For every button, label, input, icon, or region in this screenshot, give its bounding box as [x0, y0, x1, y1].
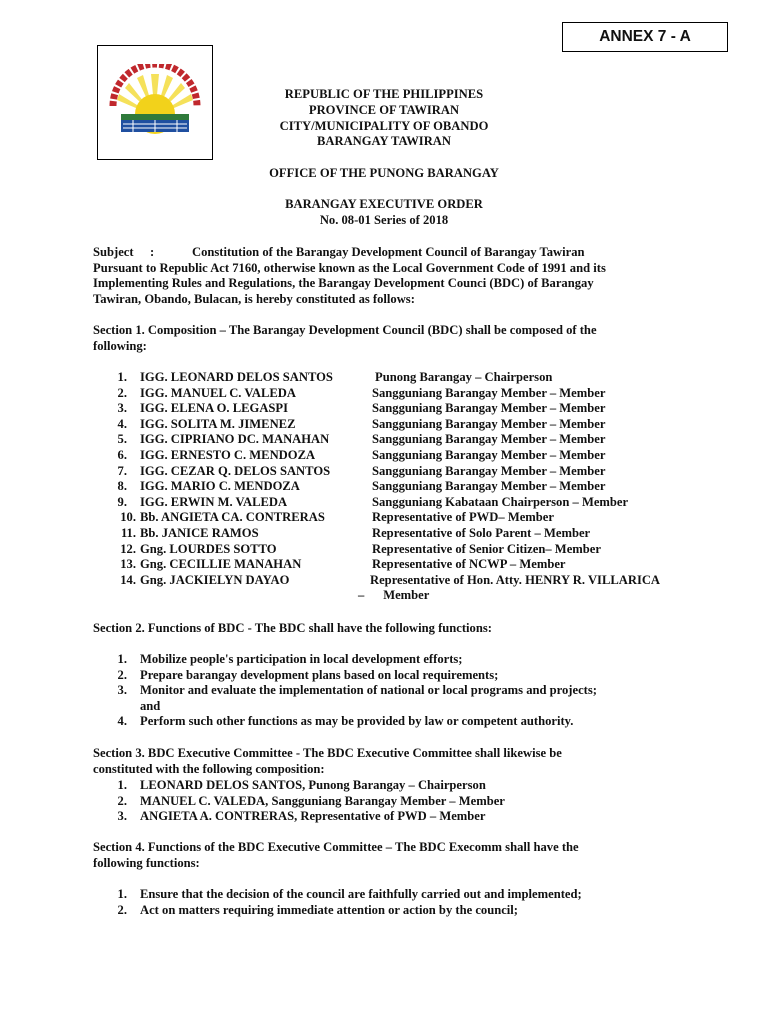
member-name: IGG. MARIO C. MENDOZA	[140, 479, 300, 494]
function-text: Mobilize people's participation in local development efforts;	[140, 652, 463, 666]
list-item-number: 3.	[117, 401, 127, 416]
section1-heading: Section 1. Composition – The Barangay Development Council (BDC) shall be composed of the	[93, 323, 597, 337]
member-role: Sangguniang Barangay Member – Member	[372, 432, 606, 447]
member-role: Sangguniang Barangay Member – Member	[372, 385, 606, 400]
list-item-number: 8.	[117, 479, 127, 494]
list-item-number: 9.	[117, 494, 127, 509]
list-item-number: 5.	[117, 432, 127, 447]
member-role: Representative of Senior Citizen– Member	[372, 541, 601, 556]
execomm-functions-list	[0, 887, 768, 921]
logo-ground	[121, 114, 189, 120]
list-item-number: 7.	[117, 463, 127, 478]
list-item-number: 1.	[117, 778, 127, 792]
member-name: IGG. MANUEL C. VALEDA	[140, 385, 296, 400]
member-name: IGG. LEONARD DELOS SANTOS	[140, 370, 333, 384]
function-text: Monitor and evaluate the implementation of national or local programs and projects;	[140, 683, 597, 698]
execomm-function-text: Act on matters requiring immediate attention or action by the council;	[140, 902, 518, 917]
annex-label: ANNEX 7 - A	[562, 22, 728, 52]
header-province: PROVINCE OF TAWIRAN	[308, 103, 460, 117]
list-item-number: 1.	[117, 887, 127, 901]
section4-heading-cont: following functions:	[93, 856, 200, 870]
member-name: Gng. CECILLIE MANAHAN	[140, 557, 302, 572]
list-item-number: 1.	[117, 370, 127, 384]
bdc-member-list	[0, 370, 768, 610]
function-text-continuation: and	[140, 698, 161, 713]
member-role: Representative of NCWP – Member	[372, 557, 566, 572]
member-name: IGG. CIPRIANO DC. MANAHAN	[140, 432, 330, 447]
header-office: OFFICE OF THE PUNONG BARANGAY	[269, 166, 499, 180]
list-item-number: 4.	[117, 416, 127, 431]
function-text: Perform such other functions as may be provided by law or competent authority.	[140, 714, 574, 729]
executive-order-number: No. 08-01 Series of 2018	[319, 213, 449, 227]
member-role: Sangguniang Barangay Member – Member	[372, 479, 606, 494]
member-role: Sangguniang Kabataan Chairperson – Member	[372, 494, 629, 509]
member-role: Representative of Solo Parent – Member	[372, 526, 591, 540]
subject-colon: :	[150, 245, 155, 259]
list-item-number: 11.	[120, 526, 136, 540]
list-item-number: 2.	[117, 667, 127, 682]
list-item-number: 13.	[120, 557, 136, 572]
list-item-number: 2.	[117, 793, 127, 808]
member-role: Sangguniang Barangay Member – Member	[372, 416, 606, 431]
list-item-number: 14.	[120, 572, 136, 587]
header-municipality: CITY/MUNICIPALITY OF OBANDO	[279, 119, 489, 133]
section3-heading: Section 3. BDC Executive Committee - The BDC Executive Committee shall likewise be	[93, 746, 562, 760]
subject-line-3: Implementing Rules and Regulations, the Barangay Development Counci (BDC) of Barangay	[93, 276, 594, 290]
member-name: IGG. ERNESTO C. MENDOZA	[140, 448, 316, 462]
execomm-member: MANUEL C. VALEDA, Sangguniang Barangay Member – Member	[140, 793, 505, 808]
member-role: Punong Barangay – Chairperson	[375, 370, 553, 384]
member-name: Bb. ANGIETA CA. CONTRERAS	[140, 510, 325, 525]
list-item-number: 4.	[117, 714, 127, 729]
list-item-number: 2.	[117, 902, 127, 917]
execomm-members-list	[0, 778, 768, 826]
member-name: IGG. SOLITA M. JIMENEZ	[140, 416, 296, 431]
section4-heading: Section 4. Functions of the BDC Executive Committee – The BDC Execomm shall have the	[93, 840, 579, 854]
subject-line-1: Constitution of the Barangay Development Council of Barangay Tawiran	[192, 245, 585, 259]
subject-line-4: Tawiran, Obando, Bulacan, is hereby constituted as follows:	[93, 292, 415, 306]
member-name: IGG. ERWIN M. VALEDA	[140, 494, 288, 509]
member-name: Gng. JACKIELYN DAYAO	[140, 572, 290, 587]
member-role: Sangguniang Barangay Member – Member	[372, 463, 606, 478]
executive-order-title: BARANGAY EXECUTIVE ORDER	[285, 197, 483, 211]
function-text: Prepare barangay development plans based on local requirements;	[140, 667, 499, 682]
barangay-logo-icon	[107, 64, 203, 140]
section3-heading-cont: constituted with the following composition:	[93, 762, 325, 776]
header-barangay: BARANGAY TAWIRAN	[316, 134, 451, 148]
bdc-functions-list	[0, 652, 768, 732]
list-item-number: 10.	[120, 510, 136, 525]
list-item-number: 1.	[117, 652, 127, 666]
member-role: Sangguniang Barangay Member – Member	[372, 401, 606, 416]
member-role: Representative of Hon. Atty. HENRY R. VILLARICA	[370, 572, 661, 587]
member-name: Bb. JANICE RAMOS	[140, 526, 259, 540]
execomm-member: LEONARD DELOS SANTOS, Punong Barangay – Chairperson	[140, 778, 486, 792]
list-item-number: 3.	[117, 809, 127, 824]
barangay-seal	[97, 45, 213, 160]
member-name: Gng. LOURDES SOTTO	[140, 541, 277, 556]
member-name: IGG. ELENA O. LEGASPI	[140, 401, 289, 416]
member-role: Sangguniang Barangay Member – Member	[372, 448, 606, 462]
section2-heading: Section 2. Functions of BDC - The BDC shall have the following functions:	[93, 621, 492, 635]
execomm-function-text: Ensure that the decision of the council are faithfully carried out and implemented;	[140, 887, 582, 901]
header-republic: REPUBLIC OF THE PHILIPPINES	[284, 87, 484, 101]
list-item-number: 12.	[120, 541, 136, 556]
member-role: Representative of PWD– Member	[372, 510, 554, 525]
subject-label: Subject	[93, 245, 134, 259]
execomm-member: ANGIETA A. CONTRERAS, Representative of PWD – Member	[140, 809, 486, 824]
member-role-continuation: – Member	[358, 588, 430, 603]
member-name: IGG. CEZAR Q. DELOS SANTOS	[140, 463, 331, 478]
logo-bridge-lines	[123, 120, 187, 132]
list-item-number: 6.	[117, 448, 127, 462]
section1-heading-cont: following:	[93, 339, 147, 353]
list-item-number: 3.	[117, 683, 127, 698]
list-item-number: 2.	[117, 385, 127, 400]
subject-line-2: Pursuant to Republic Act 7160, otherwise known as the Local Government Code of 1991 and its	[93, 261, 606, 275]
